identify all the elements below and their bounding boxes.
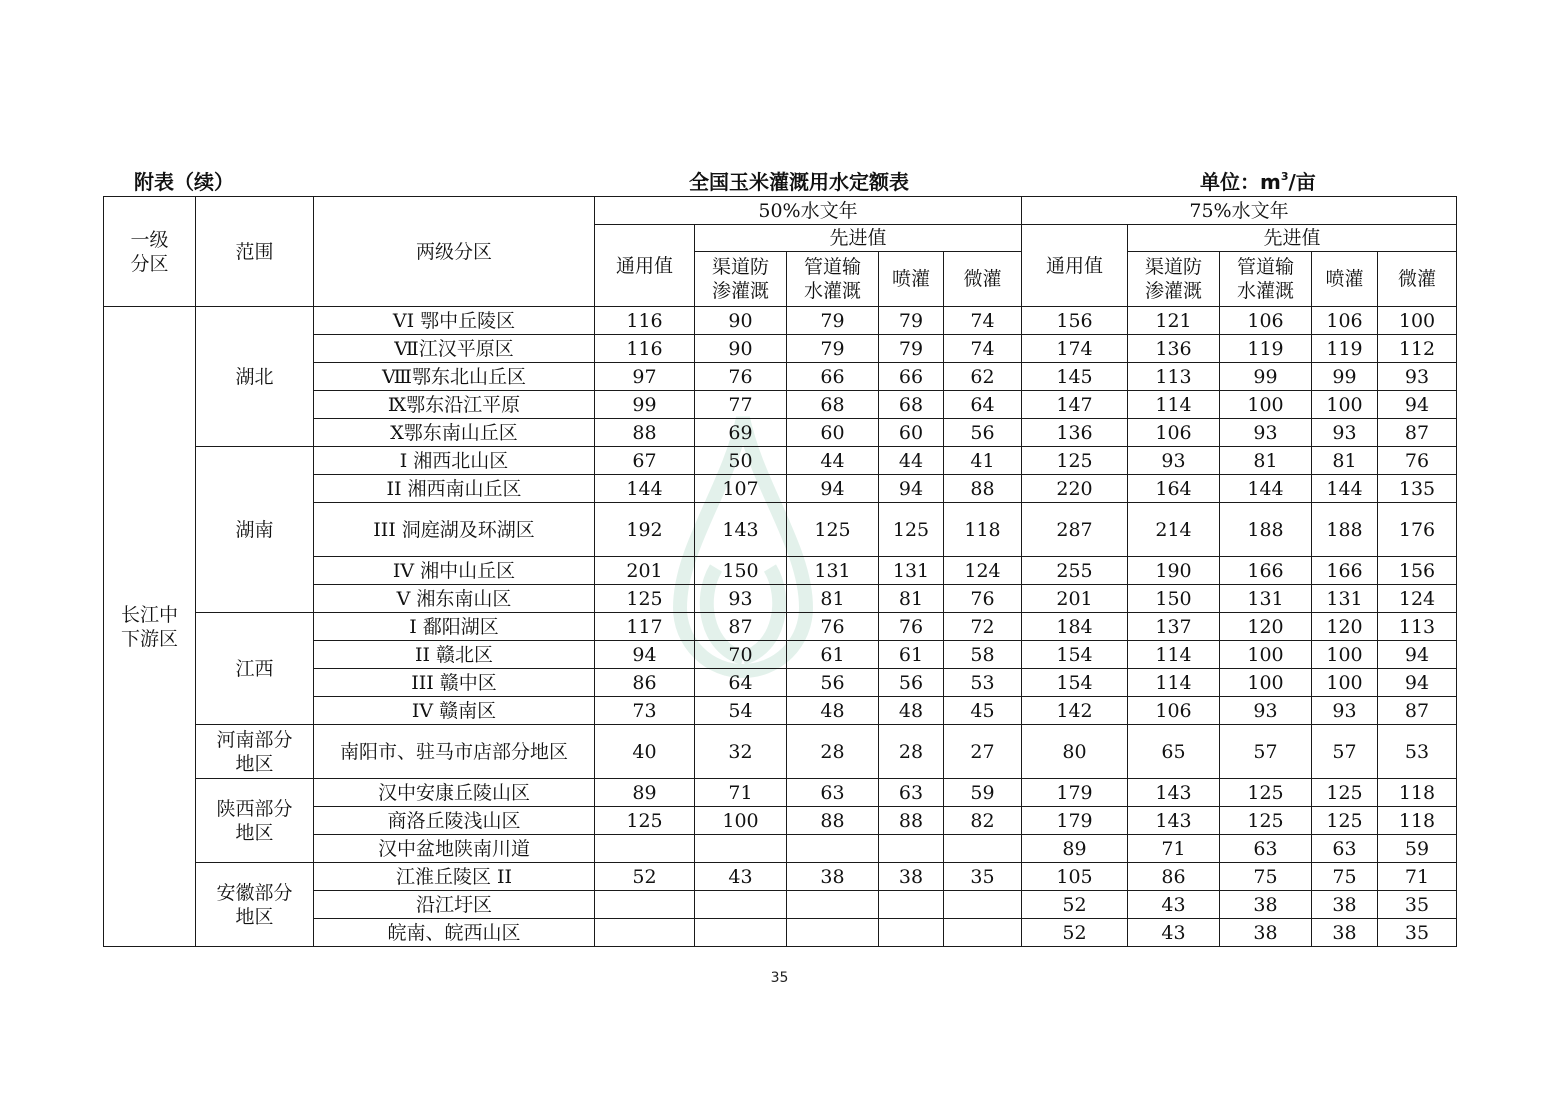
value-cell-v75: 144 (1220, 475, 1312, 503)
zone-name-cell: 江淮丘陵区 II (314, 863, 595, 891)
value-cell-v50: 81 (879, 585, 944, 613)
value-cell-v75: 166 (1312, 557, 1378, 585)
value-cell-v75: 112 (1378, 335, 1457, 363)
value-cell-v75: 100 (1220, 641, 1312, 669)
header-general-75: 通用值 (1022, 225, 1128, 307)
value-cell-v75: 113 (1128, 363, 1220, 391)
zone-name-cell: Ⅸ鄂东沿江平原 (314, 391, 595, 419)
irrigation-quota-table (103, 196, 1457, 947)
value-cell-v75: 255 (1022, 557, 1128, 585)
value-cell-v50: 38 (787, 863, 879, 891)
value-cell-v75: 188 (1312, 503, 1378, 557)
value-cell-v50: 144 (595, 475, 695, 503)
value-cell-v75: 179 (1022, 779, 1128, 807)
value-cell-v50: 56 (879, 669, 944, 697)
value-cell-v50: 116 (595, 307, 695, 335)
value-cell-v50 (879, 835, 944, 863)
value-cell-v75: 106 (1128, 697, 1220, 725)
value-cell-v50: 74 (944, 307, 1022, 335)
header-micro-75: 微灌 (1378, 252, 1457, 307)
value-cell-v75: 65 (1128, 725, 1220, 779)
scope-cell: 陕西部分地区 (196, 779, 314, 863)
value-cell-v50: 79 (787, 307, 879, 335)
value-cell-v75: 93 (1378, 363, 1457, 391)
value-cell-v50: 41 (944, 447, 1022, 475)
value-cell-v50: 201 (595, 557, 695, 585)
value-cell-v50: 52 (595, 863, 695, 891)
value-cell-v50: 70 (695, 641, 787, 669)
value-cell-v50: 40 (595, 725, 695, 779)
scope-cell: 湖南 (196, 447, 314, 613)
value-cell-v75: 118 (1378, 779, 1457, 807)
value-cell-v75: 190 (1128, 557, 1220, 585)
value-cell-v50: 131 (879, 557, 944, 585)
value-cell-v50: 76 (944, 585, 1022, 613)
value-cell-v75: 142 (1022, 697, 1128, 725)
zone-name-cell: IV 湘中山丘区 (314, 557, 595, 585)
zone-name-cell: 南阳市、驻马市店部分地区 (314, 725, 595, 779)
value-cell-v50: 62 (944, 363, 1022, 391)
value-cell-v50: 76 (879, 613, 944, 641)
value-cell-v75: 125 (1312, 807, 1378, 835)
zone-name-cell: Ⅹ鄂东南山丘区 (314, 419, 595, 447)
value-cell-v50 (944, 919, 1022, 947)
value-cell-v75: 143 (1128, 807, 1220, 835)
value-cell-v50 (944, 891, 1022, 919)
zone-name-cell: 汉中安康丘陵山区 (314, 779, 595, 807)
value-cell-v75: 71 (1378, 863, 1457, 891)
value-cell-v50: 73 (595, 697, 695, 725)
value-cell-v75: 63 (1312, 835, 1378, 863)
value-cell-v50 (695, 891, 787, 919)
value-cell-v50: 88 (944, 475, 1022, 503)
value-cell-v50 (879, 891, 944, 919)
header-canal-50: 渠道防渗灌溉 (695, 252, 787, 307)
value-cell-v75: 94 (1378, 669, 1457, 697)
value-cell-v75: 52 (1022, 891, 1128, 919)
value-cell-v75: 131 (1312, 585, 1378, 613)
value-cell-v75: 106 (1312, 307, 1378, 335)
value-cell-v75: 120 (1312, 613, 1378, 641)
value-cell-v50: 89 (595, 779, 695, 807)
value-cell-v50: 150 (695, 557, 787, 585)
value-cell-v75: 114 (1128, 669, 1220, 697)
value-cell-v50: 76 (787, 613, 879, 641)
table-row (104, 307, 1457, 335)
header-spray-75: 喷灌 (1312, 252, 1378, 307)
value-cell-v75: 143 (1128, 779, 1220, 807)
value-cell-v50: 66 (879, 363, 944, 391)
value-cell-v75: 100 (1312, 641, 1378, 669)
value-cell-v50: 107 (695, 475, 787, 503)
value-cell-v75: 57 (1312, 725, 1378, 779)
value-cell-v50: 61 (787, 641, 879, 669)
value-cell-v50: 68 (879, 391, 944, 419)
value-cell-v50 (787, 919, 879, 947)
value-cell-v50 (595, 891, 695, 919)
value-cell-v75: 93 (1312, 697, 1378, 725)
value-cell-v50: 63 (787, 779, 879, 807)
value-cell-v75: 118 (1378, 807, 1457, 835)
value-cell-v50: 94 (787, 475, 879, 503)
value-cell-v75: 188 (1220, 503, 1312, 557)
value-cell-v75: 105 (1022, 863, 1128, 891)
value-cell-v50: 131 (787, 557, 879, 585)
value-cell-v50: 60 (879, 419, 944, 447)
value-cell-v75: 131 (1220, 585, 1312, 613)
value-cell-v50 (595, 835, 695, 863)
value-cell-v75: 100 (1312, 669, 1378, 697)
zone-name-cell: I 湘西北山区 (314, 447, 595, 475)
value-cell-v75: 154 (1022, 641, 1128, 669)
value-cell-v50: 125 (879, 503, 944, 557)
unit-prefix: 单位：m (1200, 170, 1281, 194)
value-cell-v50: 79 (787, 335, 879, 363)
value-cell-v75: 57 (1220, 725, 1312, 779)
value-cell-v75: 125 (1220, 779, 1312, 807)
value-cell-v75: 114 (1128, 641, 1220, 669)
zone-name-cell: Ⅶ江汉平原区 (314, 335, 595, 363)
value-cell-v50: 56 (787, 669, 879, 697)
value-cell-v75: 75 (1312, 863, 1378, 891)
value-cell-v50: 68 (787, 391, 879, 419)
value-cell-v75: 136 (1022, 419, 1128, 447)
value-cell-v75: 119 (1312, 335, 1378, 363)
value-cell-v75: 93 (1220, 419, 1312, 447)
value-cell-v50: 90 (695, 335, 787, 363)
value-cell-v50 (787, 835, 879, 863)
table-row (104, 725, 1457, 779)
value-cell-v75: 89 (1022, 835, 1128, 863)
header-year-50: 50%水文年 (595, 197, 1022, 225)
value-cell-v50: 94 (879, 475, 944, 503)
value-cell-v75: 100 (1220, 669, 1312, 697)
value-cell-v50: 100 (695, 807, 787, 835)
value-cell-v50 (695, 919, 787, 947)
value-cell-v75: 93 (1128, 447, 1220, 475)
value-cell-v50 (944, 835, 1022, 863)
header-micro-50: 微灌 (944, 252, 1022, 307)
unit-label (1200, 166, 1316, 195)
value-cell-v50: 116 (595, 335, 695, 363)
value-cell-v50: 63 (879, 779, 944, 807)
value-cell-v75: 76 (1378, 447, 1457, 475)
value-cell-v50: 54 (695, 697, 787, 725)
header-two-level-zone: 两级分区 (314, 197, 595, 307)
scope-cell: 安徽部分地区 (196, 863, 314, 947)
value-cell-v75: 144 (1312, 475, 1378, 503)
zone-name-cell: III 赣中区 (314, 669, 595, 697)
value-cell-v50: 72 (944, 613, 1022, 641)
value-cell-v50: 93 (695, 585, 787, 613)
value-cell-v50: 59 (944, 779, 1022, 807)
value-cell-v50: 58 (944, 641, 1022, 669)
value-cell-v50: 74 (944, 335, 1022, 363)
value-cell-v50: 38 (879, 863, 944, 891)
value-cell-v75: 94 (1378, 641, 1457, 669)
value-cell-v75: 93 (1220, 697, 1312, 725)
value-cell-v75: 100 (1312, 391, 1378, 419)
value-cell-v75: 52 (1022, 919, 1128, 947)
header-advanced-75: 先进值 (1128, 225, 1457, 252)
value-cell-v50: 192 (595, 503, 695, 557)
value-cell-v75: 38 (1220, 891, 1312, 919)
value-cell-v75: 201 (1022, 585, 1128, 613)
value-cell-v75: 99 (1220, 363, 1312, 391)
value-cell-v75: 156 (1378, 557, 1457, 585)
header-year-75: 75%水文年 (1022, 197, 1457, 225)
value-cell-v50: 28 (879, 725, 944, 779)
value-cell-v75: 35 (1378, 891, 1457, 919)
value-cell-v75: 100 (1220, 391, 1312, 419)
header-row-1 (104, 197, 1457, 225)
header-pipe-50: 管道输水灌溉 (787, 252, 879, 307)
scope-cell: 江西 (196, 613, 314, 725)
value-cell-v75: 136 (1128, 335, 1220, 363)
zone-name-cell: I 鄱阳湖区 (314, 613, 595, 641)
value-cell-v50: 48 (787, 697, 879, 725)
value-cell-v50 (787, 891, 879, 919)
value-cell-v50: 50 (695, 447, 787, 475)
header-level1-region: 一级分区 (104, 197, 196, 307)
level1-region-cell: 长江中下游区 (104, 307, 196, 947)
value-cell-v50: 94 (595, 641, 695, 669)
value-cell-v75: 81 (1312, 447, 1378, 475)
value-cell-v75: 106 (1220, 307, 1312, 335)
header-scope: 范围 (196, 197, 314, 307)
zone-name-cell: VI 鄂中丘陵区 (314, 307, 595, 335)
value-cell-v75: 184 (1022, 613, 1128, 641)
zone-name-cell: IV 赣南区 (314, 697, 595, 725)
value-cell-v75: 179 (1022, 807, 1128, 835)
value-cell-v50: 125 (595, 807, 695, 835)
value-cell-v75: 100 (1378, 307, 1457, 335)
value-cell-v50 (695, 835, 787, 863)
value-cell-v50 (879, 919, 944, 947)
value-cell-v50: 56 (944, 419, 1022, 447)
value-cell-v50: 35 (944, 863, 1022, 891)
header-general-50: 通用值 (595, 225, 695, 307)
table-row (104, 779, 1457, 807)
value-cell-v50: 117 (595, 613, 695, 641)
value-cell-v50: 44 (879, 447, 944, 475)
value-cell-v75: 121 (1128, 307, 1220, 335)
header-spray-50: 喷灌 (879, 252, 944, 307)
value-cell-v75: 220 (1022, 475, 1128, 503)
value-cell-v75: 75 (1220, 863, 1312, 891)
zone-name-cell: II 湘西南山丘区 (314, 475, 595, 503)
value-cell-v75: 113 (1378, 613, 1457, 641)
value-cell-v50: 61 (879, 641, 944, 669)
value-cell-v50: 82 (944, 807, 1022, 835)
unit-suffix: /亩 (1288, 170, 1316, 194)
value-cell-v75: 124 (1378, 585, 1457, 613)
value-cell-v50: 64 (695, 669, 787, 697)
scope-cell: 河南部分地区 (196, 725, 314, 779)
value-cell-v75: 86 (1128, 863, 1220, 891)
value-cell-v50: 64 (944, 391, 1022, 419)
value-cell-v75: 119 (1220, 335, 1312, 363)
value-cell-v75: 150 (1128, 585, 1220, 613)
value-cell-v50: 27 (944, 725, 1022, 779)
value-cell-v75: 156 (1022, 307, 1128, 335)
value-cell-v75: 287 (1022, 503, 1128, 557)
value-cell-v50: 28 (787, 725, 879, 779)
value-cell-v75: 99 (1312, 363, 1378, 391)
table-row (104, 863, 1457, 891)
value-cell-v50: 53 (944, 669, 1022, 697)
table-title: 全国玉米灌溉用水定额表 (689, 170, 909, 194)
value-cell-v75: 38 (1220, 919, 1312, 947)
value-cell-v75: 94 (1378, 391, 1457, 419)
value-cell-v50: 88 (595, 419, 695, 447)
value-cell-v75: 71 (1128, 835, 1220, 863)
value-cell-v50: 99 (595, 391, 695, 419)
value-cell-v50: 87 (695, 613, 787, 641)
value-cell-v50: 88 (879, 807, 944, 835)
value-cell-v75: 174 (1022, 335, 1128, 363)
table-caption-label: 附表（续） (134, 170, 234, 194)
value-cell-v50: 86 (595, 669, 695, 697)
zone-name-cell: 商洛丘陵浅山区 (314, 807, 595, 835)
page-number: 35 (770, 970, 789, 986)
value-cell-v50: 69 (695, 419, 787, 447)
value-cell-v50: 67 (595, 447, 695, 475)
table-row (104, 447, 1457, 475)
value-cell-v75: 81 (1220, 447, 1312, 475)
unit-superscript: 3 (1280, 170, 1289, 183)
value-cell-v50: 60 (787, 419, 879, 447)
value-cell-v75: 106 (1128, 419, 1220, 447)
value-cell-v50: 66 (787, 363, 879, 391)
value-cell-v75: 59 (1378, 835, 1457, 863)
value-cell-v75: 135 (1378, 475, 1457, 503)
value-cell-v50: 90 (695, 307, 787, 335)
value-cell-v75: 63 (1220, 835, 1312, 863)
zone-name-cell: 皖南、皖西山区 (314, 919, 595, 947)
value-cell-v75: 38 (1312, 891, 1378, 919)
zone-name-cell: 沿江圩区 (314, 891, 595, 919)
value-cell-v50: 124 (944, 557, 1022, 585)
value-cell-v75: 38 (1312, 919, 1378, 947)
header-pipe-75: 管道输水灌溉 (1220, 252, 1312, 307)
value-cell-v75: 176 (1378, 503, 1457, 557)
value-cell-v50: 125 (787, 503, 879, 557)
value-cell-v75: 93 (1312, 419, 1378, 447)
value-cell-v75: 214 (1128, 503, 1220, 557)
value-cell-v50: 143 (695, 503, 787, 557)
value-cell-v75: 80 (1022, 725, 1128, 779)
value-cell-v50: 88 (787, 807, 879, 835)
value-cell-v50: 32 (695, 725, 787, 779)
header-canal-75: 渠道防渗灌溉 (1128, 252, 1220, 307)
value-cell-v75: 125 (1022, 447, 1128, 475)
value-cell-v50: 45 (944, 697, 1022, 725)
value-cell-v50: 77 (695, 391, 787, 419)
value-cell-v75: 145 (1022, 363, 1128, 391)
value-cell-v75: 164 (1128, 475, 1220, 503)
value-cell-v75: 120 (1220, 613, 1312, 641)
value-cell-v50: 79 (879, 335, 944, 363)
value-cell-v75: 166 (1220, 557, 1312, 585)
value-cell-v50 (595, 919, 695, 947)
table-row (104, 613, 1457, 641)
value-cell-v75: 154 (1022, 669, 1128, 697)
value-cell-v50: 118 (944, 503, 1022, 557)
header-advanced-50: 先进值 (695, 225, 1022, 252)
value-cell-v75: 137 (1128, 613, 1220, 641)
value-cell-v50: 48 (879, 697, 944, 725)
value-cell-v75: 87 (1378, 419, 1457, 447)
value-cell-v75: 43 (1128, 891, 1220, 919)
value-cell-v50: 76 (695, 363, 787, 391)
value-cell-v75: 114 (1128, 391, 1220, 419)
value-cell-v50: 97 (595, 363, 695, 391)
value-cell-v75: 43 (1128, 919, 1220, 947)
value-cell-v50: 43 (695, 863, 787, 891)
scope-cell: 湖北 (196, 307, 314, 447)
value-cell-v50: 44 (787, 447, 879, 475)
zone-name-cell: III 洞庭湖及环湖区 (314, 503, 595, 557)
value-cell-v50: 79 (879, 307, 944, 335)
value-cell-v50: 81 (787, 585, 879, 613)
value-cell-v75: 125 (1220, 807, 1312, 835)
value-cell-v50: 125 (595, 585, 695, 613)
value-cell-v75: 125 (1312, 779, 1378, 807)
zone-name-cell: Ⅷ鄂东北山丘区 (314, 363, 595, 391)
zone-name-cell: 汉中盆地陕南川道 (314, 835, 595, 863)
zone-name-cell: II 赣北区 (314, 641, 595, 669)
value-cell-v75: 35 (1378, 919, 1457, 947)
value-cell-v50: 71 (695, 779, 787, 807)
value-cell-v75: 87 (1378, 697, 1457, 725)
value-cell-v75: 147 (1022, 391, 1128, 419)
value-cell-v75: 53 (1378, 725, 1457, 779)
zone-name-cell: V 湘东南山区 (314, 585, 595, 613)
